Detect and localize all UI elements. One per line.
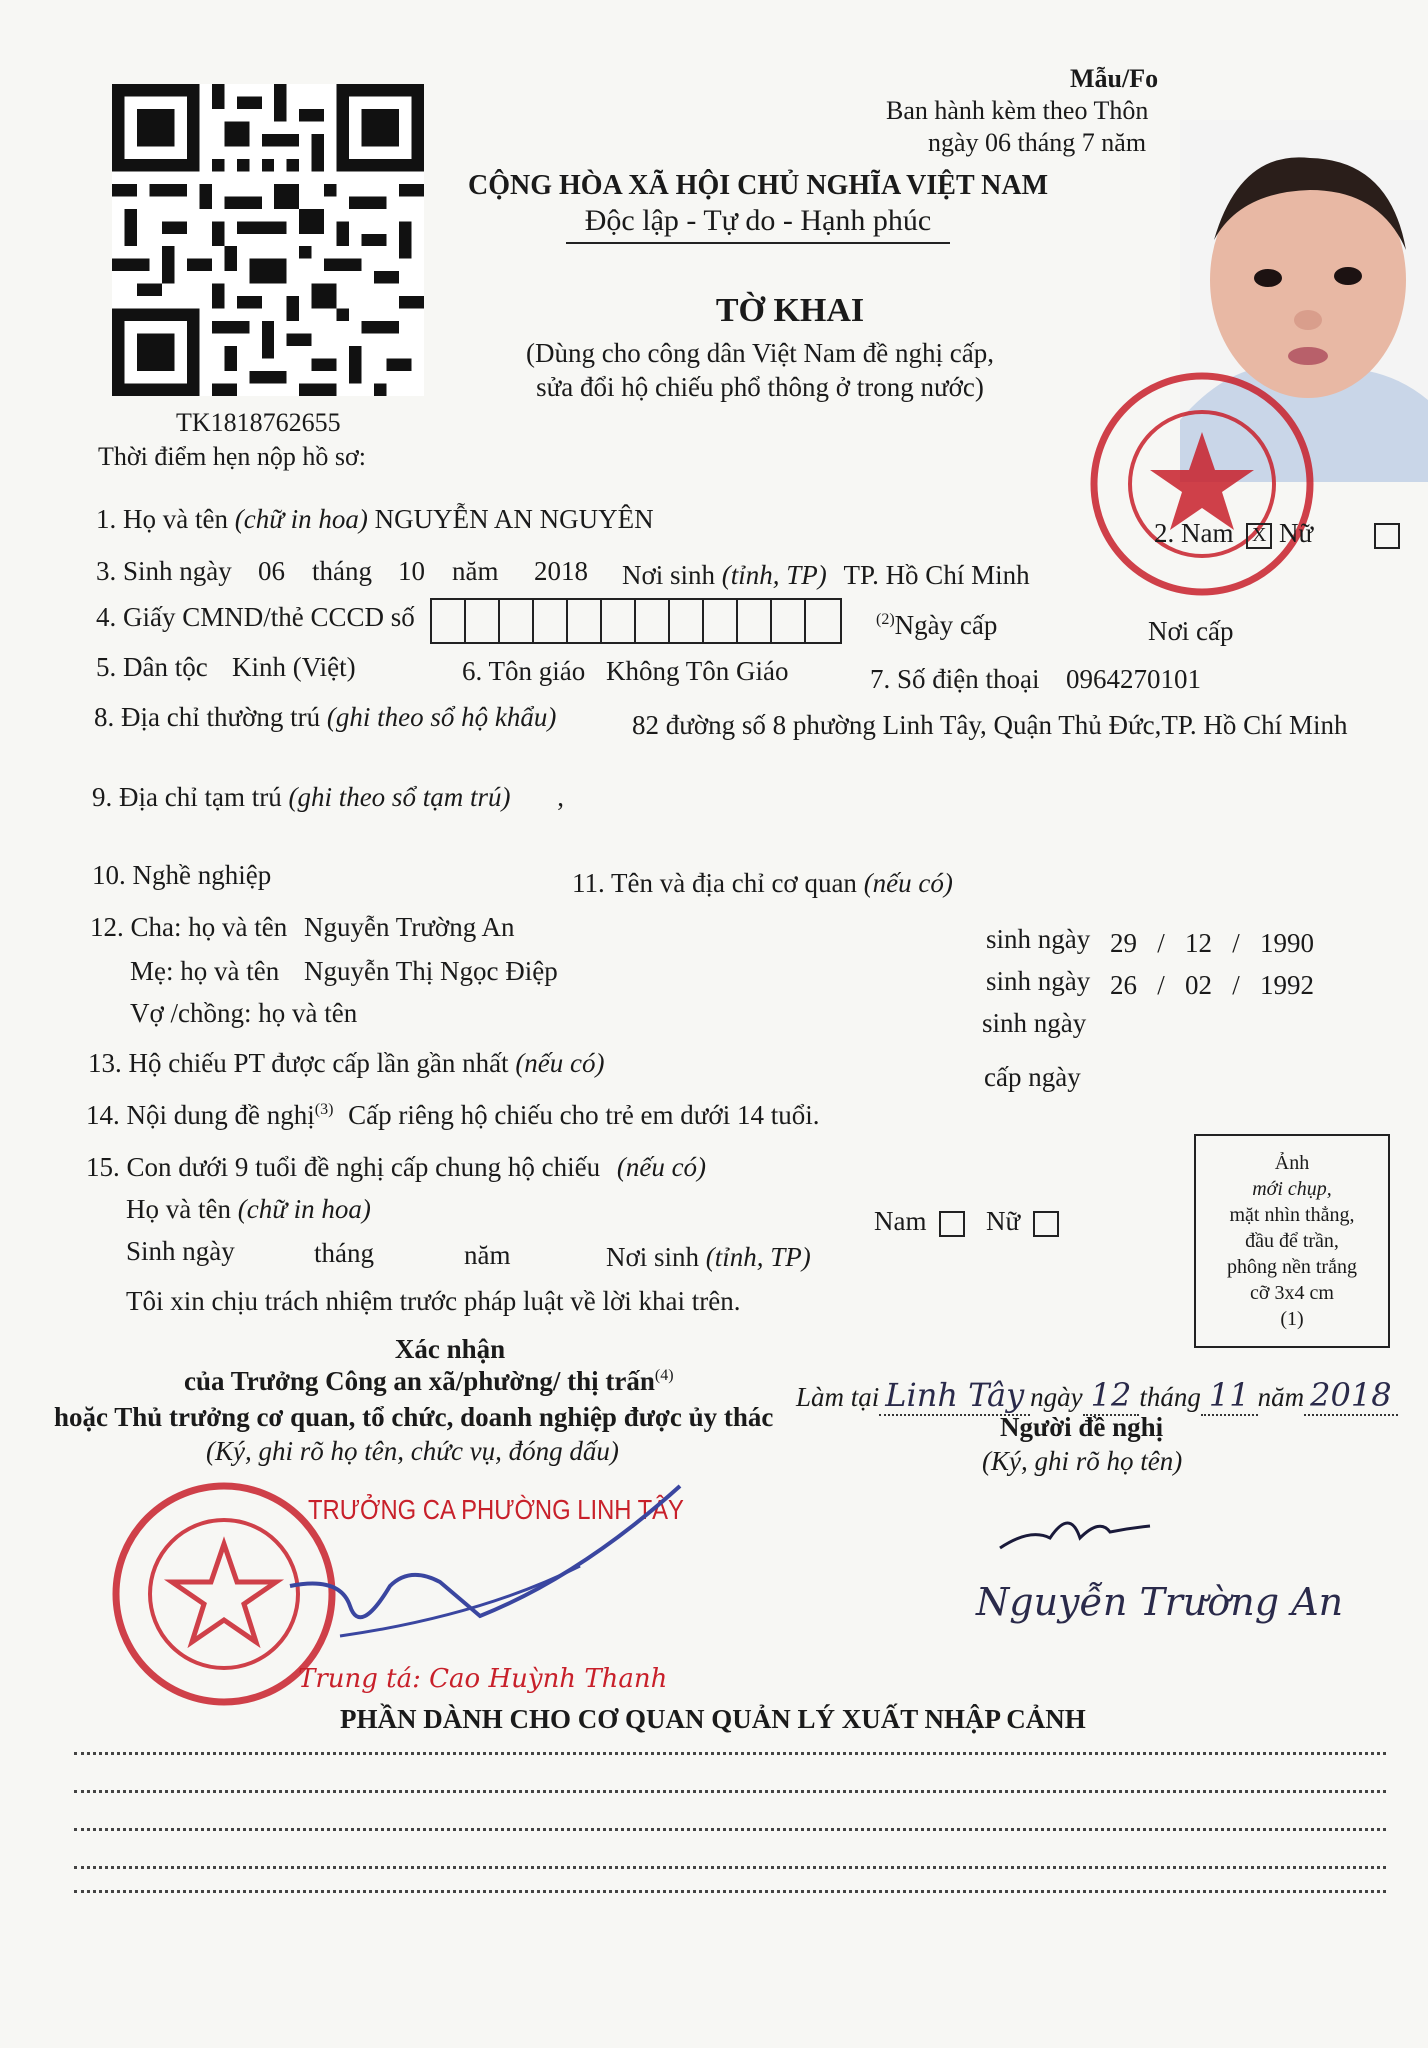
dotted-line-4 <box>74 1866 1386 1869</box>
mother-dob-value: 26 / 02 / 1992 <box>1110 970 1315 1000</box>
full-name-value: NGUYỄN AN NGUYÊN <box>374 504 654 534</box>
child-row <box>86 1152 706 1183</box>
form-title: TỜ KHAI <box>715 292 865 329</box>
requester-name: Nguyễn Trường An <box>976 1580 1344 1624</box>
last-passport-row <box>88 1048 605 1079</box>
birth-place-row <box>622 560 1030 591</box>
sign-year-value: 2018 <box>1304 1376 1397 1416</box>
phone-label: 7. Số điện thoại <box>870 664 1040 694</box>
confirm-line-3: (Ký, ghi rõ họ tên, chức vụ, đóng dấu) <box>206 1436 619 1466</box>
birth-month-label: tháng <box>312 556 372 586</box>
form-subtitle-2: sửa đổi hộ chiếu phổ thông ở trong nước) <box>536 372 984 402</box>
requester-signature <box>990 1488 1160 1568</box>
officer-signature <box>280 1466 700 1676</box>
issued-with: Ban hành kèm theo Thôn <box>886 96 1149 125</box>
gender-female-checkbox[interactable] <box>1374 523 1400 549</box>
child-male-checkbox[interactable] <box>939 1211 965 1237</box>
father-label: 12. Cha: họ và tên <box>90 912 288 942</box>
mother-label: Mẹ: họ và tên <box>130 956 280 986</box>
officer-name: Trung tá: Cao Huỳnh Thanh <box>298 1664 668 1694</box>
office-section-title: PHẦN DÀNH CHO CƠ QUAN QUẢN LÝ XUẤT NHẬP CẢNH <box>340 1704 1086 1734</box>
confirm-line-1-row <box>184 1366 674 1397</box>
sign-day-label: ngày <box>1030 1382 1083 1412</box>
sign-place-label: Làm tại <box>796 1382 880 1412</box>
employer-hint: (nếu có) <box>863 868 953 898</box>
occupation-label: 10. Nghề nghiệp <box>92 860 272 890</box>
photo-box-line-5: phông nền trắng <box>1227 1256 1357 1278</box>
full-name-label: 1. Họ và tên <box>96 504 228 534</box>
gender-male-checkbox[interactable]: X <box>1246 523 1272 549</box>
requester-hint: (Ký, ghi rõ họ tên) <box>982 1446 1183 1476</box>
religion-label: 6. Tôn giáo <box>462 656 586 686</box>
sign-month-label: tháng <box>1139 1382 1201 1412</box>
ethnicity-value: Kinh (Việt) <box>232 652 356 682</box>
birth-year-label: năm <box>452 556 499 586</box>
requester-title: Người đề nghị <box>1000 1412 1164 1442</box>
photo-placeholder-box <box>1194 1134 1390 1348</box>
child-pob-row <box>606 1242 811 1273</box>
confirm-line-2: hoặc Thủ trưởng cơ quan, tổ chức, doanh nghiệp được ủy thác <box>54 1402 774 1432</box>
motto-underline <box>566 242 950 244</box>
request-value: Cấp riêng hộ chiếu cho trẻ em dưới 14 tuổi. <box>348 1100 820 1130</box>
child-label: 15. Con dưới 9 tuổi đề nghị cấp chung hộ chiếu <box>86 1152 601 1182</box>
child-female-checkbox[interactable] <box>1033 1211 1059 1237</box>
temporary-address-value: , <box>557 782 564 812</box>
request-row <box>86 1100 819 1131</box>
tracking-code: TK1818762655 <box>176 408 341 437</box>
spouse-dob-label: sinh ngày <box>982 1008 1087 1038</box>
child-female-label: Nữ <box>985 1206 1021 1236</box>
gender-row <box>1154 518 1400 549</box>
permanent-address-hint: (ghi theo sổ hộ khẩu) <box>326 702 557 732</box>
birth-place-value: TP. Hồ Chí Minh <box>843 560 1030 590</box>
photo-box-line-6: cỡ 3x4 cm <box>1250 1282 1334 1304</box>
mother-name: Nguyễn Thị Ngọc Điệp <box>304 956 558 986</box>
confirm-note: (4) <box>654 1367 674 1384</box>
dotted-line-3 <box>74 1828 1386 1831</box>
sign-day-value: 12 <box>1083 1376 1140 1416</box>
last-passport-hint: (nếu có) <box>515 1048 605 1078</box>
birth-month: 10 <box>398 556 425 586</box>
child-dob-label: Sinh ngày <box>126 1236 235 1266</box>
country-name: CỘNG HÒA XÃ HỘI CHỦ NGHĨA VIỆT NAM <box>467 170 1049 201</box>
request-label: 14. Nội dung đề nghị <box>86 1100 315 1130</box>
issued-date: ngày 06 tháng 7 năm <box>928 128 1147 157</box>
phone-value: 0964270101 <box>1066 664 1201 694</box>
temporary-address-hint: (ghi theo sổ tạm trú) <box>288 782 511 812</box>
child-year-label: năm <box>464 1240 511 1270</box>
dotted-line-1 <box>74 1752 1386 1755</box>
form-code: Mẫu/Fo <box>1070 64 1159 93</box>
id-issue-place-label: Nơi cấp <box>1148 616 1234 646</box>
employer-label: 11. Tên và địa chỉ cơ quan <box>572 868 857 898</box>
birth-place-hint: (tỉnh, TP) <box>721 560 827 590</box>
gender-male-label: 2. Nam <box>1154 518 1234 548</box>
birth-date-label: 3. Sinh ngày <box>96 556 232 586</box>
father-name: Nguyễn Trường An <box>304 912 515 942</box>
id-issue-date-label: Ngày cấp <box>894 610 998 640</box>
sign-place-row <box>796 1376 1398 1414</box>
last-passport-label: 13. Hộ chiếu PT được cấp lần gần nhất <box>88 1048 509 1078</box>
temporary-address-row <box>92 782 564 813</box>
father-dob-label: sinh ngày <box>986 924 1091 954</box>
sign-year-label: năm <box>1257 1382 1305 1412</box>
id-card-note: (2) <box>876 611 895 628</box>
spouse-label: Vợ /chồng: họ và tên <box>130 998 358 1028</box>
confirm-title: Xác nhận <box>394 1334 506 1364</box>
full-name-hint: (chữ in hoa) <box>234 504 368 534</box>
birth-place-label: Nơi sinh <box>622 560 716 590</box>
appointment-label: Thời điểm hẹn nộp hồ sơ: <box>98 442 366 471</box>
id-card-label: 4. Giấy CMND/thẻ CCCD số <box>96 602 415 632</box>
photo-box-line-3: mặt nhìn thẳng, <box>1229 1204 1355 1226</box>
request-note: (3) <box>314 1101 334 1118</box>
id-issue-date-row <box>876 610 997 641</box>
last-passport-issue-label: cấp ngày <box>984 1062 1081 1092</box>
confirm-line-1: của Trưởng Công an xã/phường/ thị trấn <box>184 1366 655 1396</box>
child-male-label: Nam <box>874 1206 927 1236</box>
child-name-hint: (chữ in hoa) <box>237 1194 371 1224</box>
child-pob-label: Nơi sinh <box>606 1242 700 1272</box>
qr-code <box>112 84 424 396</box>
permanent-address-row <box>94 702 556 733</box>
mother-dob-label: sinh ngày <box>986 966 1091 996</box>
id-card-number-boxes[interactable] <box>430 598 842 644</box>
photo-box-line-7: (1) <box>1280 1308 1304 1330</box>
birth-year: 2018 <box>534 556 588 586</box>
photo-box-line-4: đầu để trần, <box>1245 1230 1339 1252</box>
child-pob-hint: (tỉnh, TP) <box>705 1242 811 1272</box>
motto: Độc lập - Tự do - Hạnh phúc <box>584 204 932 237</box>
child-name-label: Họ và tên <box>126 1194 231 1224</box>
photo-box-line-2: mới chụp, <box>1252 1178 1332 1200</box>
permanent-address-label: 8. Địa chỉ thường trú <box>94 702 321 732</box>
temporary-address-label: 9. Địa chỉ tạm trú <box>92 782 282 812</box>
sign-month-value: 11 <box>1201 1376 1258 1416</box>
police-stamp-top <box>1086 368 1318 600</box>
declaration-text: Tôi xin chịu trách nhiệm trước pháp luật về lời khai trên. <box>126 1286 741 1316</box>
gender-female-label: Nữ <box>1278 518 1314 548</box>
child-name-row <box>126 1194 371 1225</box>
field-1-row <box>96 504 654 535</box>
religion-value: Không Tôn Giáo <box>606 656 789 686</box>
form-subtitle-1: (Dùng cho công dân Việt Nam đề nghị cấp, <box>525 338 994 368</box>
employer-row <box>572 868 953 899</box>
father-dob-value: 29 / 12 / 1990 <box>1110 928 1315 958</box>
dotted-line-5 <box>74 1890 1386 1893</box>
child-hint: (nếu có) <box>616 1152 707 1182</box>
stamp-title: TRƯỞNG CA PHƯỜNG LINH TÂY <box>308 1494 684 1525</box>
sign-place-value: Linh Tây <box>879 1376 1030 1416</box>
child-month-label: tháng <box>314 1238 374 1268</box>
birth-day: 06 <box>258 556 285 586</box>
photo-box-line-1: Ảnh <box>1274 1152 1310 1174</box>
child-gender-row <box>874 1206 1059 1237</box>
dotted-line-2 <box>74 1790 1386 1793</box>
ethnicity-label: 5. Dân tộc <box>96 652 208 682</box>
permanent-address-value: 82 đường số 8 phường Linh Tây, Quận Thủ Đức,TP. Hồ Chí Minh <box>632 710 1348 740</box>
